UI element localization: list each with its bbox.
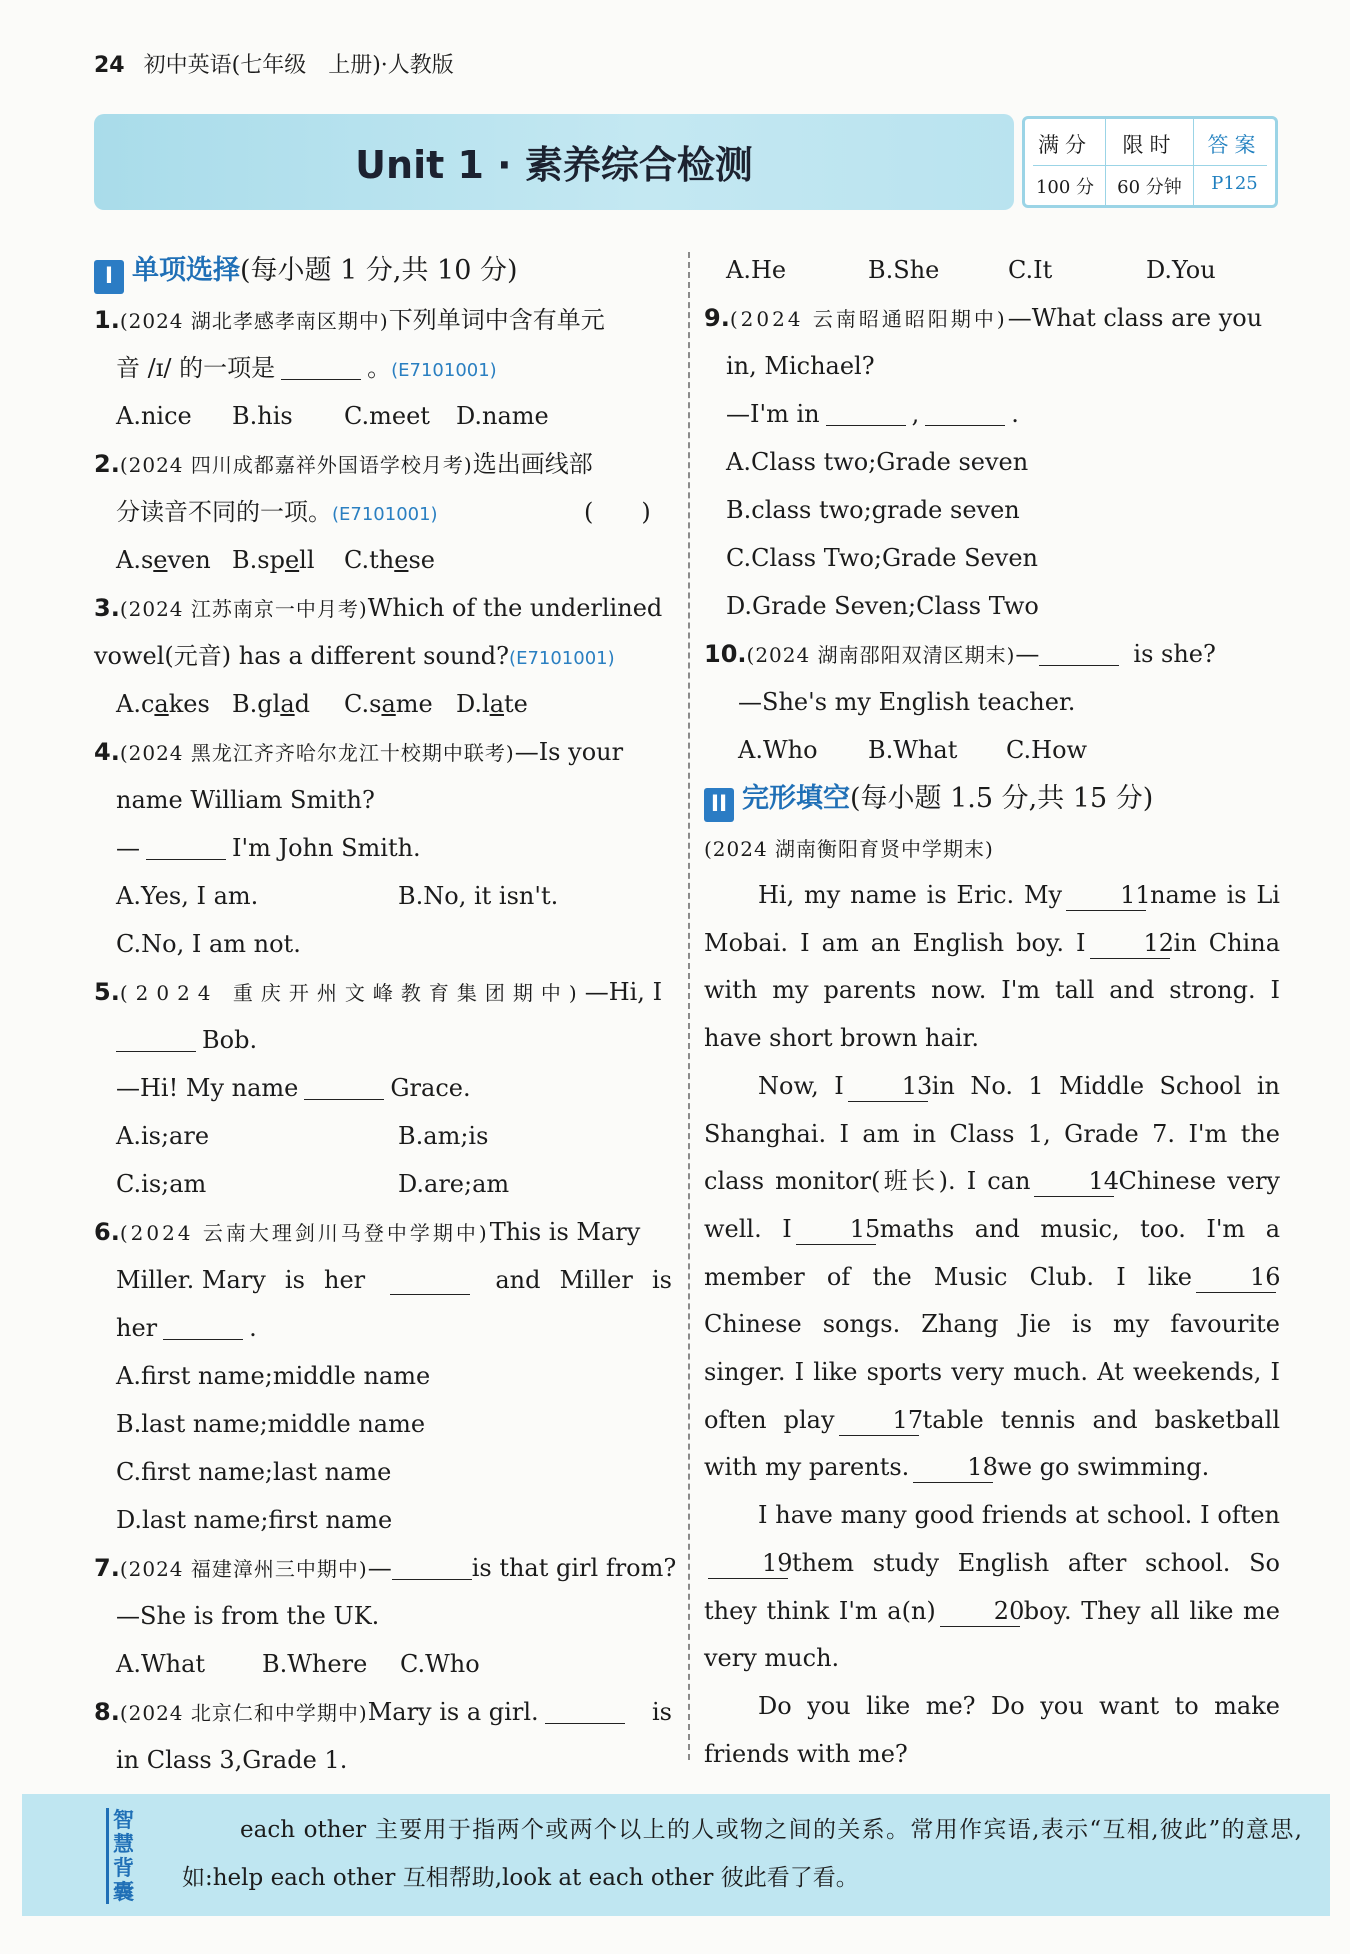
option[interactable]: A.first name;middle name (116, 1362, 431, 1390)
answer-blank[interactable] (826, 396, 906, 426)
dialogue-dash: — (367, 1554, 392, 1582)
question-7-line-2 (94, 1592, 672, 1640)
question-4-line-2 (94, 776, 672, 824)
option[interactable]: A.He (726, 256, 787, 284)
question-5-line-1 (94, 968, 672, 1016)
question-number: 7. (94, 1554, 120, 1582)
question-8-line-1 (94, 1688, 672, 1736)
question-source: (2024 重庆开州文峰教育集团期中) (119, 981, 585, 1005)
question-stem: vowel(元音) has a different sound? (94, 642, 510, 670)
option[interactable]: B.last name;middle name (116, 1410, 426, 1438)
answer-blank[interactable] (545, 1694, 625, 1724)
question-5-line-3 (94, 1064, 672, 1112)
question-source: (2024 云南大理剑川马登中学期中) (119, 1221, 490, 1245)
option[interactable]: C.How (1006, 736, 1088, 764)
question-2-line-2 (94, 488, 672, 536)
question-10-line-2 (704, 678, 1280, 726)
question-6-line-3 (94, 1304, 672, 1352)
question-9-line-1 (704, 294, 1280, 342)
option[interactable]: C.same (344, 690, 433, 718)
option[interactable]: C.first name;last name (116, 1458, 392, 1486)
question-8-line-2 (94, 1736, 672, 1784)
question-9-line-2 (704, 342, 1280, 390)
question-stem: —She is from the UK. (116, 1602, 380, 1630)
question-stem: —Hi! My name (116, 1074, 299, 1102)
option[interactable]: B.glad (232, 690, 310, 718)
question-stem: Which of the underlined (367, 594, 663, 622)
question-1-line-2 (94, 344, 672, 392)
option[interactable]: B.What (868, 736, 958, 764)
question-stem: I'm John Smith. (232, 834, 421, 862)
question-source: (2024 云南昭通昭阳期中) (729, 307, 1008, 331)
question-stem: is (651, 1266, 672, 1294)
question-4-options-row-1 (94, 872, 672, 920)
section-1-name: 单项选择 (132, 255, 240, 286)
cloze-paragraph-4: Do you like me? Do you want to make friends with me? (704, 1691, 1280, 1768)
question-9-line-3 (704, 390, 1280, 438)
question-stem: is that girl from? (471, 1554, 677, 1582)
question-number: 5. (94, 978, 120, 1006)
option[interactable]: C.these (344, 546, 435, 574)
answer-blank[interactable] (1039, 636, 1119, 666)
question-number: 1. (94, 306, 120, 334)
section-1-note: (每小题 1 分,共 10 分) (240, 255, 518, 286)
answer-blank[interactable] (163, 1310, 243, 1340)
question-stem: —What class are you (1007, 304, 1263, 332)
option[interactable]: D.are;am (398, 1170, 510, 1198)
full-score-label: 满分 (1038, 133, 1092, 157)
time-limit-label: 限时 (1122, 133, 1177, 157)
question-5-options-row-2 (94, 1160, 672, 1208)
option[interactable]: D.late (456, 690, 528, 718)
option[interactable]: D.You (1146, 256, 1216, 284)
cloze-blank[interactable]: 13 (848, 1071, 928, 1102)
cloze-paragraph-3: I have many good friends at school. I often19them study English after school. So they think I'm a(n) 20boy. They all like me very much. (704, 1501, 1280, 1673)
question-stem: —Is your (514, 738, 624, 766)
option[interactable]: C.is;am (116, 1170, 207, 1198)
question-source: (2024 湖北孝感孝南区期中) (119, 309, 389, 333)
option[interactable]: C.No, I am not. (116, 930, 301, 958)
option[interactable]: C.Who (400, 1650, 480, 1678)
cloze-paragraph-1: Hi, my name is Eric. My 11name is Li Mobai. I am an English boy. I 12in China with my parents now. I'm tall and strong. I have short brown hair. (704, 881, 1281, 1053)
question-stem: . (249, 1314, 257, 1342)
option[interactable]: B.She (868, 256, 940, 284)
answer-page: P125 (1211, 173, 1258, 194)
question-number: 3. (94, 594, 120, 622)
question-stem: 分读音不同的一项。 (116, 498, 332, 526)
question-number: 8. (94, 1698, 120, 1726)
section-2-heading (704, 774, 1280, 824)
answer-blank[interactable] (304, 1070, 384, 1100)
question-code: (E7101001) (509, 648, 615, 669)
option[interactable]: A.cakes (116, 690, 210, 718)
question-6-line-1 (94, 1208, 672, 1256)
question-4-line-3 (94, 824, 672, 872)
question-2-options (94, 536, 672, 584)
tip-label: 智 慧 背 囊 (106, 1808, 138, 1904)
cloze-blank[interactable]: 14 (1034, 1166, 1114, 1197)
cloze-blank[interactable]: 11 (1066, 880, 1146, 911)
tip-text: each other 主要用于指两个或两个以上的人或物之间的关系。常用作宾语,表示“互相,彼此”的意思,如:help each other 互相帮助,look at each other 彼此看了看。 (182, 1817, 1302, 1891)
running-header (94, 48, 454, 79)
answer-blank[interactable] (392, 1550, 472, 1580)
question-stem: name William Smith? (116, 786, 375, 814)
column-divider (688, 252, 690, 1760)
option[interactable]: A.is;are (116, 1122, 210, 1150)
question-stem: —Hi, I (584, 978, 663, 1006)
question-5-options-row-1 (94, 1112, 672, 1160)
cloze-blank[interactable]: 15 (796, 1214, 876, 1245)
option[interactable]: D.name (456, 402, 549, 430)
section-1-heading (94, 246, 672, 296)
full-score-cell (1025, 119, 1105, 205)
question-1-options (94, 392, 672, 440)
question-source: (2024 湖南邵阳双清区期末) (746, 643, 1016, 667)
question-2-line-1 (94, 440, 672, 488)
cloze-paragraph-2: Now, I 13in No. 1 Middle School in Shanghai. I am in Class 1, Grade 7. I'm the class monitor(班长). I can 14Chinese very well. I 15maths and music, too. I'm a member of the Music Club. I like 16Chinese songs. Zhang Jie is my favourite singer. I like sports very much. At weekends, I often play 17table tennis and basketball with my parents. 18we go swimming. (704, 1071, 1281, 1482)
question-8-options (704, 246, 1280, 294)
question-code: (E7101001) (391, 360, 497, 381)
question-stem: and (495, 1266, 541, 1294)
section-2-badge: II (704, 788, 734, 822)
option[interactable]: A.Yes, I am. (116, 882, 259, 910)
answer-blank[interactable] (146, 830, 226, 860)
title-band (94, 114, 1014, 210)
question-number: 9. (704, 304, 730, 332)
cloze-blank[interactable]: 12 (1090, 928, 1170, 959)
question-4-line-1 (94, 728, 672, 776)
question-stem: This is Mary (489, 1218, 641, 1246)
option[interactable]: C.Class Two;Grade Seven (726, 544, 1038, 572)
question-10-line-1 (704, 630, 1280, 678)
cloze-blank[interactable]: 18 (913, 1452, 993, 1483)
answer-label: 答案 (1207, 133, 1262, 157)
option[interactable]: B.Where (262, 1650, 368, 1678)
option[interactable]: C.It (1008, 256, 1053, 284)
option[interactable]: A.Who (738, 736, 818, 764)
question-stem: is she? (1133, 640, 1216, 668)
section-2-name: 完形填空 (742, 783, 850, 814)
full-score-value: 100 分 (1035, 177, 1095, 198)
question-stem: Miller. Mary (116, 1266, 266, 1294)
page-title: Unit 1 · 素养综合检测 (355, 143, 753, 187)
question-source: (2024 江苏南京一中月考) (119, 597, 368, 621)
question-source: (2024 福建漳州三中期中) (119, 1557, 368, 1581)
option[interactable]: A.seven (116, 546, 211, 574)
question-stem: Grace. (390, 1074, 471, 1102)
passage-source: (2024 湖南衡阳育贤中学期末) (704, 837, 994, 861)
question-stem: 音 /ɪ/ 的一项是 (116, 354, 276, 382)
question-3-options (94, 680, 672, 728)
question-5-line-2 (94, 1016, 672, 1064)
cloze-blank[interactable]: 16 (1196, 1262, 1276, 1293)
right-column (704, 246, 1280, 1778)
answer-blank[interactable] (925, 396, 1005, 426)
page-number: 24 (94, 53, 125, 78)
cloze-blank[interactable]: 19 (708, 1548, 788, 1579)
left-column (94, 246, 677, 1784)
option[interactable]: B.spell (232, 546, 315, 574)
option[interactable]: A.Class two;Grade seven (726, 448, 1029, 476)
question-source: (2024 四川成都嘉祥外国语学校月考) (119, 453, 473, 477)
option[interactable]: D.Grade Seven;Class Two (726, 592, 1039, 620)
dialogue-dash: — (116, 834, 140, 862)
question-stem: 。 (367, 354, 392, 382)
answer-blank[interactable] (116, 1022, 196, 1052)
option[interactable]: B.am;is (398, 1122, 489, 1150)
question-stem: 下列单词中含有单元 (388, 306, 605, 334)
question-source: (2024 北京仁和中学期中) (119, 1701, 368, 1725)
question-stem: her (324, 1266, 366, 1294)
question-code: (E7101001) (332, 504, 438, 525)
question-3-line-2 (94, 632, 672, 680)
option[interactable]: A.What (116, 1650, 206, 1678)
answer-blank[interactable] (390, 1265, 470, 1295)
answer-cell (1193, 119, 1275, 205)
question-stem: 选出画线部 (472, 450, 593, 478)
question-number: 4. (94, 738, 120, 766)
section-2-source (704, 824, 1280, 872)
time-limit-value: 60 分钟 (1117, 177, 1182, 198)
question-4-options-row-2 (94, 920, 672, 968)
question-7-options (94, 1640, 672, 1688)
question-stem: in, Michael? (726, 352, 875, 380)
section-1-badge: I (94, 260, 124, 294)
cloze-blank[interactable]: 20 (940, 1596, 1020, 1627)
option[interactable]: D.last name;first name (116, 1506, 393, 1534)
option[interactable]: A.nice (116, 402, 192, 430)
book-title: 初中英语(七年级 上册)·人教版 (143, 53, 454, 78)
question-stem: —She's my English teacher. (738, 688, 1076, 716)
question-7-line-1 (94, 1544, 677, 1592)
question-6-line-2 (94, 1256, 672, 1304)
option[interactable]: B.No, it isn't. (398, 882, 559, 910)
question-stem: Miller (559, 1266, 633, 1294)
time-limit-cell (1105, 119, 1193, 205)
cloze-blank[interactable]: 17 (839, 1405, 919, 1436)
question-number: 10. (704, 640, 747, 668)
question-stem: is (284, 1266, 305, 1294)
question-1-line-1 (94, 296, 672, 344)
tip-box (22, 1794, 1330, 1916)
question-stem: is (652, 1698, 672, 1726)
option[interactable]: C.meet (344, 402, 430, 430)
question-number: 2. (94, 450, 120, 478)
question-3-line-1 (94, 584, 672, 632)
score-box (1022, 116, 1278, 208)
question-source: (2024 黑龙江齐齐哈尔龙江十校期中联考) (119, 741, 515, 765)
answer-parentheses[interactable]: ( ) (584, 498, 651, 526)
question-number: 6. (94, 1218, 120, 1246)
section-2-note: (每小题 1.5 分,共 15 分) (850, 783, 1154, 814)
dialogue-dash: — (1015, 640, 1040, 668)
option[interactable]: B.his (232, 402, 293, 430)
question-stem: Mary is a girl. (367, 1698, 539, 1726)
question-stem: —I'm in (726, 400, 820, 428)
question-10-options (704, 726, 1280, 774)
option[interactable]: B.class two;grade seven (726, 496, 1020, 524)
question-stem: , (911, 400, 920, 428)
question-stem: Bob. (202, 1026, 258, 1054)
answer-blank[interactable] (281, 350, 361, 380)
question-stem: . (1011, 400, 1019, 428)
question-stem: her (116, 1314, 158, 1342)
question-stem: in Class 3,Grade 1. (116, 1746, 348, 1774)
